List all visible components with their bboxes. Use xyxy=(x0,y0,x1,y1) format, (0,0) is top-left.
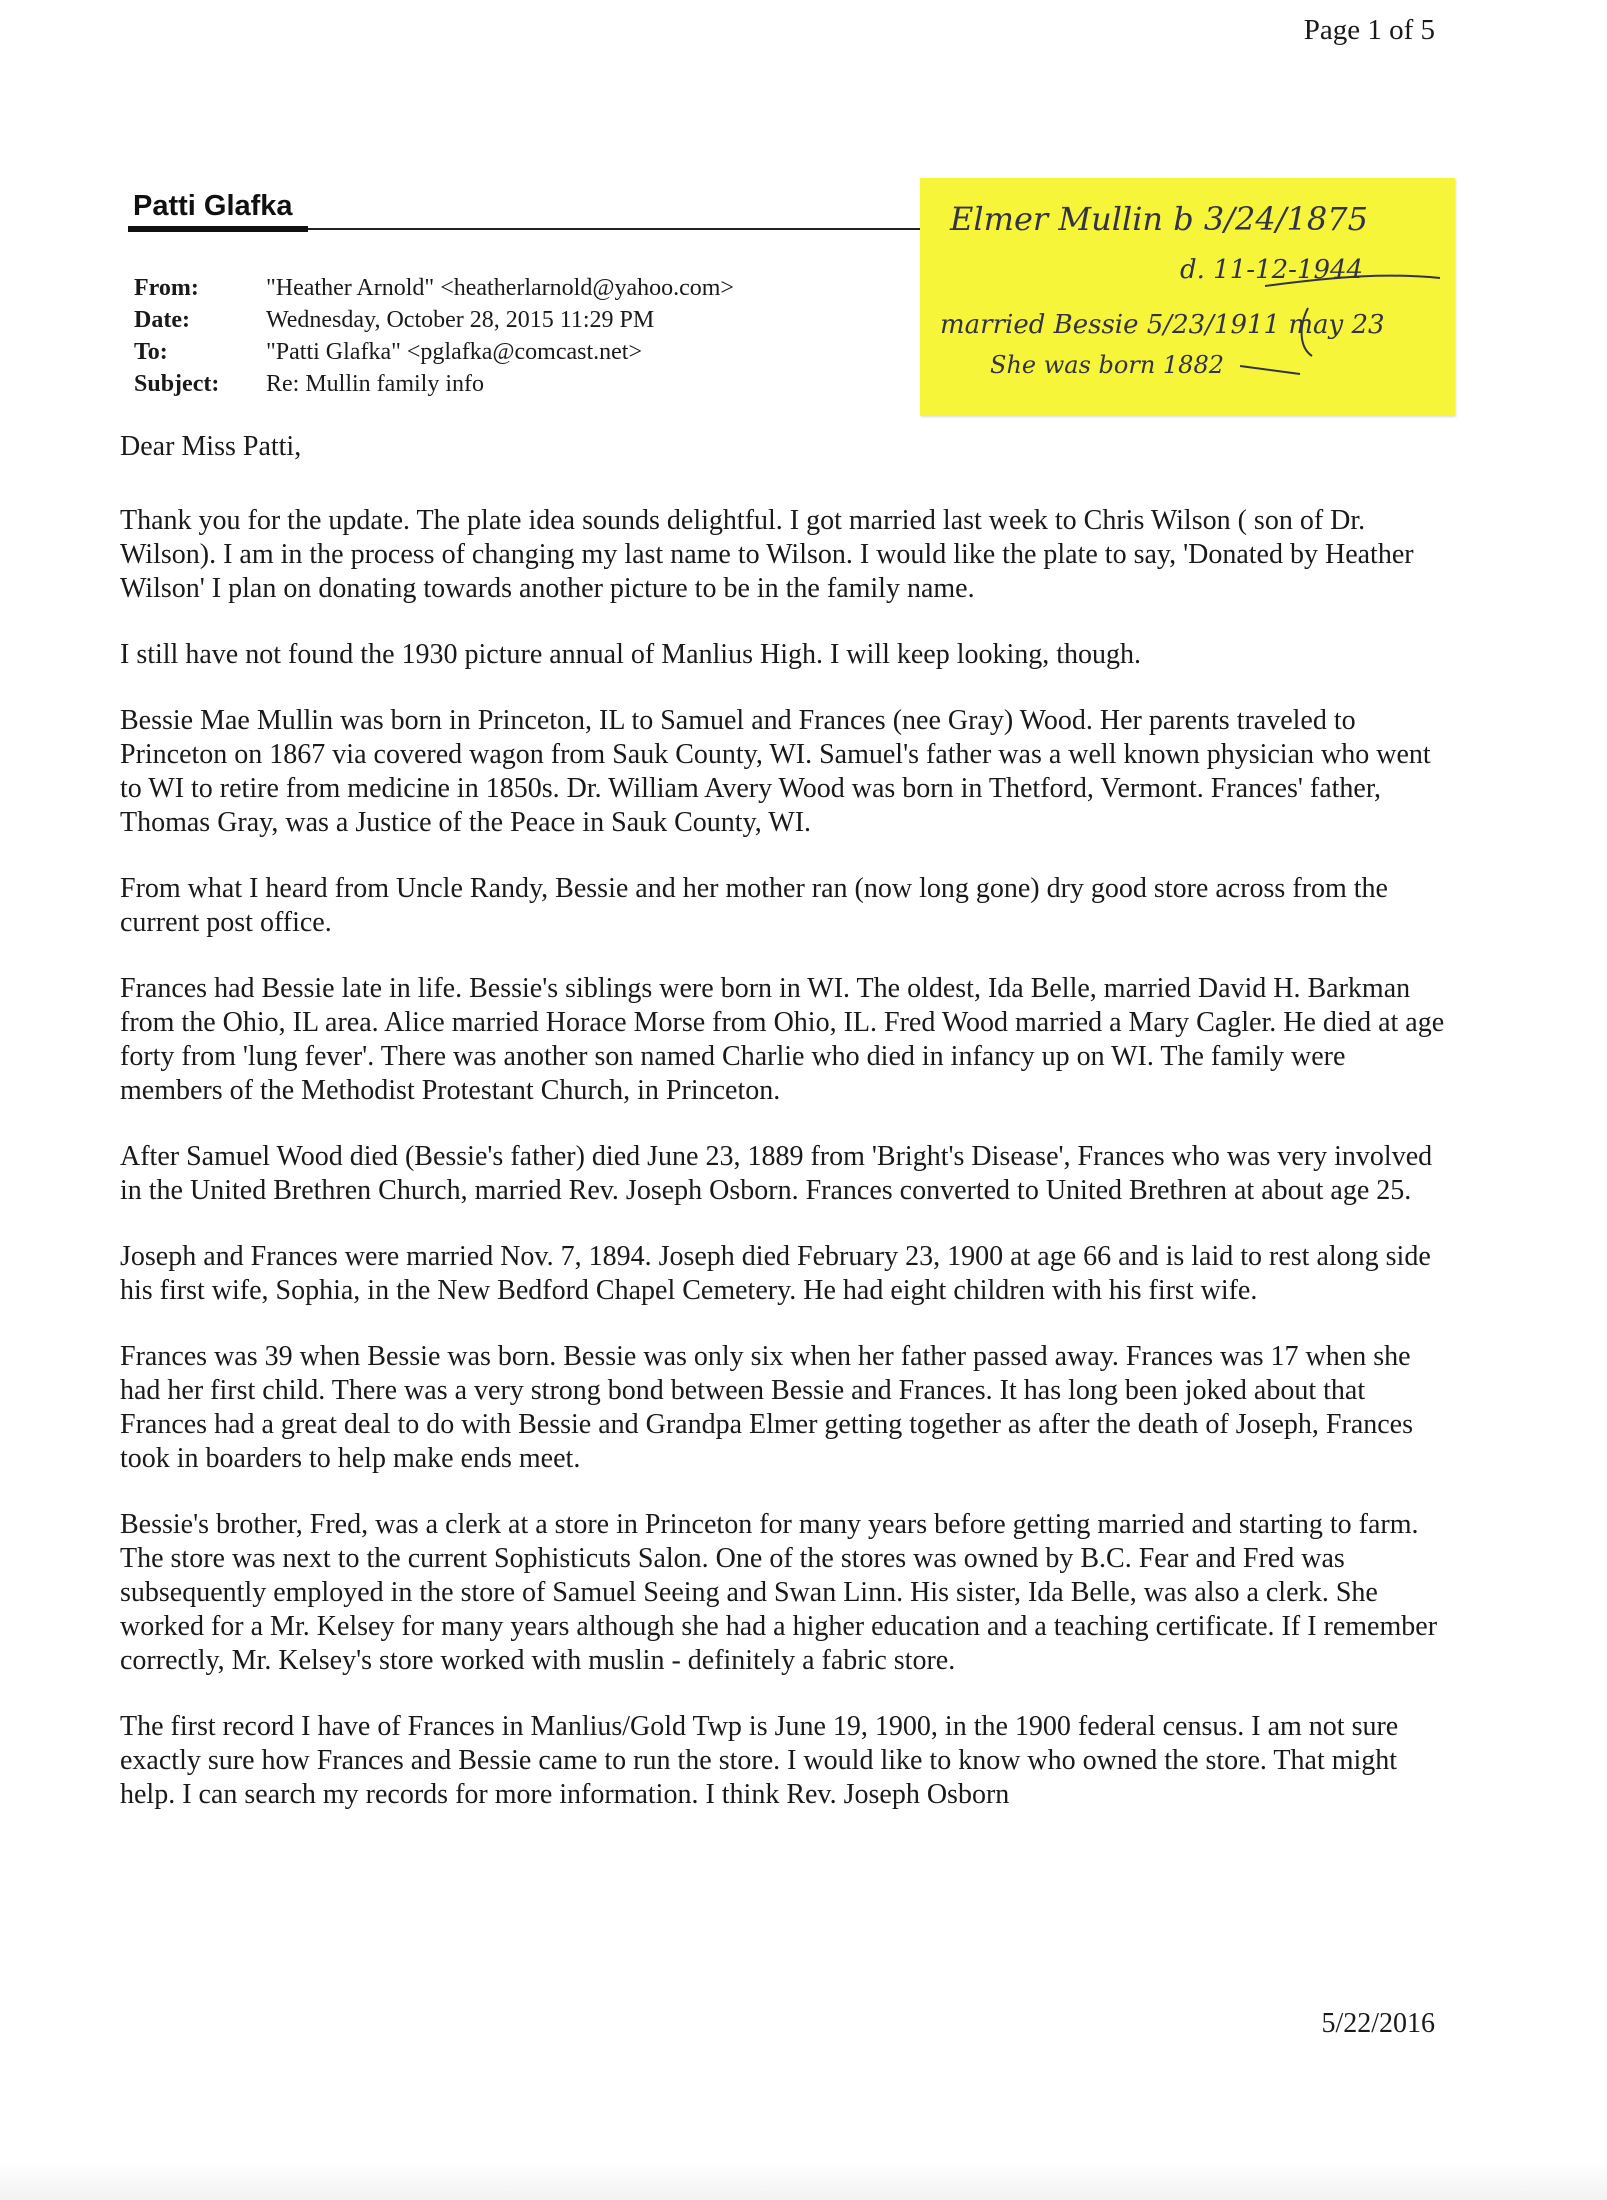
to-label: To: xyxy=(134,339,168,365)
to-row xyxy=(134,336,734,368)
subject-label: Subject: xyxy=(134,371,220,397)
paragraph: Thank you for the update. The plate idea sounds delightful. I got married last week to Chris Wilson ( son of Dr. Wilson). I am in the process of changing my last name to Wilson. I would like the plate to say, 'Donated by Heather Wilson' I plan on donating towards another picture to be in the family name. xyxy=(120,505,1414,604)
note-line-1: Elmer Mullin b 3/24/1875 xyxy=(950,200,1368,238)
date-label: Date: xyxy=(134,307,190,333)
paragraph: Joseph and Frances were married Nov. 7, 1894. Joseph died February 23, 1900 at age 66 and is laid to rest along side his first wife, Sophia, in the New Bedford Chapel Cemetery. He had eight children with his first wife. xyxy=(120,1241,1431,1306)
paragraph: Frances was 39 when Bessie was born. Bessie was only six when her father passed away. Frances was 17 when she had her first child. There was a very strong bond between Bessie and Frances. It has long been joked about that Frances had a great deal to do with Bessie and Grandpa Elmer getting together as after the death of Joseph, Frances took in boarders to help make ends meet. xyxy=(120,1341,1414,1474)
sender-name: Patti Glafka xyxy=(133,190,293,222)
scan-edge-shade xyxy=(0,2160,1607,2200)
from-label: From: xyxy=(134,275,199,301)
note-line-2: d. 11-12-1944 xyxy=(1180,255,1364,285)
paragraph: Frances had Bessie late in life. Bessie's siblings were born in WI. The oldest, Ida Belle, married David H. Barkman from the Ohio, IL area. Alice married Horace Morse from Ohio, IL. Fred Wood married a Mary Cagler. He died at age forty from 'lung fever'. There was another son named Charlie who died in infancy up on WI. The family were members of the Methodist Protestant Church, in Princeton. xyxy=(120,973,1445,1106)
paragraph: After Samuel Wood died (Bessie's father) died June 23, 1889 from 'Bright's Disease', Frances who was very involved in the United Brethren Church, married Rev. Joseph Osborn. Frances converted to United Brethren at about age 25. xyxy=(120,1141,1433,1206)
paragraph: Bessie's brother, Fred, was a clerk at a store in Princeton for many years before getting married and starting to farm. The store was next to the current Sophisticuts Salon. One of the stores was owned by B.C. Fear and Fred was subsequently employed in the store of Samuel Seeing and Swan Linn. His sister, Ida Belle, was also a clerk. She worked for a Mr. Kelsey for many years although she had a higher education and a teaching certificate. If I remember correctly, Mr. Kelsey's store worked with muslin - definitely a fabric store. xyxy=(120,1509,1438,1676)
note-strike xyxy=(1240,366,1300,374)
letter-body xyxy=(120,430,1450,1844)
paragraph: Bessie Mae Mullin was born in Princeton, IL to Samuel and Frances (nee Gray) Wood. Her parents traveled to Princeton on 1867 via covered wagon from Sauk County, WI. Samuel's father was a well known physician who went to WI to retire from medicine in 1850s. Dr. William Avery Wood was born in Thetford, Vermont. Frances' father, Thomas Gray, was a Justice of the Peace in Sauk County, WI. xyxy=(120,705,1431,838)
paragraph: From what I heard from Uncle Randy, Bessie and her mother ran (now long gone) dry good store across from the current post office. xyxy=(120,873,1388,938)
subject-row xyxy=(134,368,734,400)
handwritten-notes xyxy=(920,178,1455,416)
email-header xyxy=(134,272,734,400)
date-value: Wednesday, October 28, 2015 11:29 PM xyxy=(266,307,655,333)
paragraph: I still have not found the 1930 picture annual of Manlius High. I will keep looking, though. xyxy=(120,639,1142,670)
date-row xyxy=(134,304,734,336)
paragraph: The first record I have of Frances in Manlius/Gold Twp is June 19, 1900, in the 1900 federal census. I am not sure exactly sure how Frances and Bessie came to run the store. I would like to know who owned the store. That might help. I can search my records for more information. I think Rev. Joseph Osborn xyxy=(120,1711,1399,1810)
from-row xyxy=(134,272,734,304)
print-date: 5/22/2016 xyxy=(1321,2008,1435,2039)
from-value: "Heather Arnold" <heatherlarnold@yahoo.com> xyxy=(266,275,734,301)
salutation: Dear Miss Patti, xyxy=(120,431,302,462)
page-number: Page 1 of 5 xyxy=(1303,14,1435,46)
note-line-4: She was born 1882 xyxy=(990,351,1224,379)
header-divider-accent xyxy=(128,226,308,232)
sticky-note xyxy=(920,178,1455,416)
to-value: "Patti Glafka" <pglafka@comcast.net> xyxy=(266,339,642,365)
subject-value: Re: Mullin family info xyxy=(266,371,484,397)
note-line-3: married Bessie 5/23/1911 may 23 xyxy=(940,310,1385,340)
